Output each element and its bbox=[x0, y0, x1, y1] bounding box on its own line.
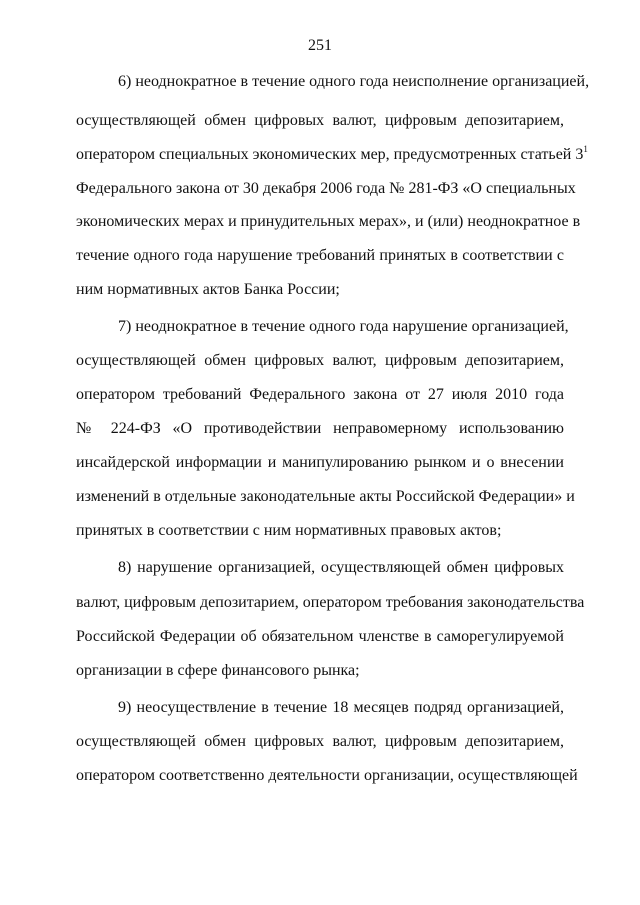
paragraph-line: оператором требований Федерального закона от 27 июля 2010 года bbox=[76, 386, 564, 403]
paragraph-line: изменений в отдельные законодательные акты Российской Федерации» и bbox=[76, 488, 575, 505]
paragraph-line-text: оператором специальных экономических мер, предусмотренных статьей 3 bbox=[76, 146, 584, 163]
paragraph-line: 8) нарушение организацией, осуществляющей обмен цифровых bbox=[118, 559, 564, 576]
paragraph-line: 6) неоднократное в течение одного года неисполнение организацией, bbox=[118, 73, 590, 90]
paragraph-line: осуществляющей обмен цифровых валют, цифровым депозитарием, bbox=[76, 733, 564, 750]
paragraph-line: осуществляющей обмен цифровых валют, цифровым депозитарием, bbox=[76, 112, 564, 129]
paragraph-line: Российской Федерации об обязательном членстве в саморегулируемой bbox=[76, 628, 564, 645]
article-superscript: 1 bbox=[583, 144, 588, 154]
paragraph-line: ним нормативных актов Банка России; bbox=[76, 281, 340, 298]
paragraph-line: 7) неоднократное в течение одного года нарушение организацией, bbox=[118, 318, 569, 335]
paragraph-line: принятых в соответствии с ним нормативных правовых актов; bbox=[76, 522, 502, 539]
page-number: 251 bbox=[308, 37, 332, 54]
paragraph-line: оператором соответственно деятельности организации, осуществляющей bbox=[76, 767, 578, 784]
paragraph-line: 9) неосуществление в течение 18 месяцев подряд организацией, bbox=[118, 699, 564, 716]
paragraph-line: осуществляющей обмен цифровых валют, цифровым депозитарием, bbox=[76, 352, 564, 369]
paragraph-line: валют, цифровым депозитарием, оператором требования законодательства bbox=[76, 594, 585, 611]
paragraph-line: организации в сфере финансового рынка; bbox=[76, 662, 360, 679]
paragraph-line: экономических мерах и принудительных мерах», и (или) неоднократное в bbox=[76, 213, 581, 230]
paragraph-line bbox=[76, 144, 588, 165]
paragraph-line: течение одного года нарушение требований принятых в соответствии с bbox=[76, 247, 564, 264]
paragraph-line: № 224-ФЗ «О противодействии неправомерному использованию bbox=[76, 420, 564, 437]
paragraph-line: Федерального закона от 30 декабря 2006 года № 281-ФЗ «О специальных bbox=[76, 180, 576, 197]
paragraph-line: инсайдерской информации и манипулированию рынком и о внесении bbox=[76, 454, 564, 471]
